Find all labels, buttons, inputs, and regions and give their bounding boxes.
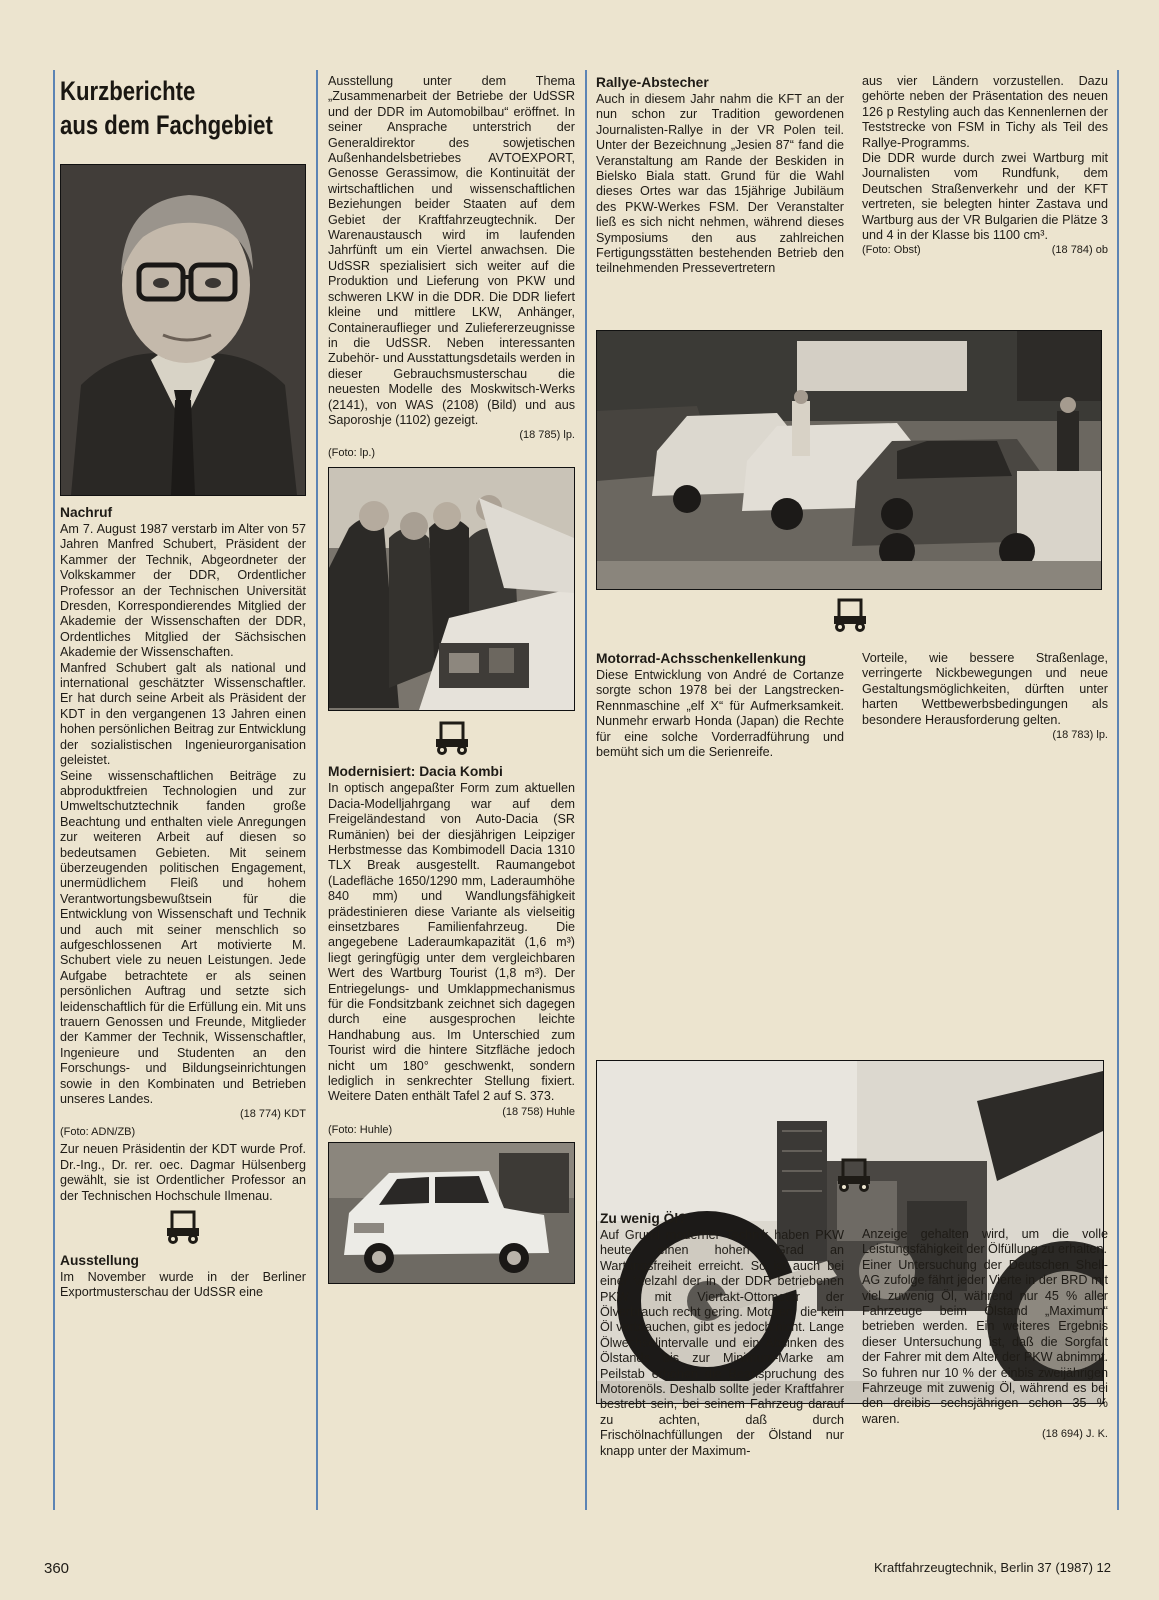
oel-right (862, 1227, 1108, 1442)
motorrad-reference: (18 783) lp. (1052, 729, 1108, 742)
nachruf-paragraph-4: Zur neuen Präsidentin der KDT wurde Prof. Dr.-Ing., Dr. rer. oec. Dagmar Hülsenberg gewählt, sie ist Ordentlicher Professor an der Technischen Hochschule Ilmenau. (60, 1142, 306, 1203)
journal-footer: Kraftfahrzeugtechnik, Berlin 37 (1987) 12 (873, 1560, 1111, 1575)
column-2 (328, 74, 575, 1284)
rallye-heading: Rallye-Abstecher (596, 75, 709, 90)
dacia-illustration (329, 1143, 574, 1283)
ausstellung-photo-credit: (Foto: lp.) (328, 447, 376, 460)
nachruf-heading: Nachruf (60, 505, 113, 520)
page-number: 360 (44, 1560, 70, 1577)
rallye-photo-credit: (Foto: Obst) (862, 244, 921, 257)
oel-reference: (18 694) J. K. (1041, 1428, 1108, 1441)
oel-left (600, 1210, 844, 1459)
dacia-heading: Modernisiert: Dacia Kombi (328, 764, 503, 780)
nachruf-photo-credit: (Foto: ADN/ZB) (60, 1126, 136, 1139)
nachruf-paragraph-2: Manfred Schubert galt als national und international geschätzter Wissenschaftler. Er hat durch seine Arbeit als Präsident der KDT in den vergangenen 13 Jahren einen hohen persönlichen Beitrag zur Entwicklung der sozialistischen Ingenieurorganisation geleistet. (60, 660, 306, 768)
nachruf-section (60, 504, 306, 1204)
column-rule-4 (1117, 70, 1119, 1510)
ausstellung-reference: (18 785) lp. (519, 429, 575, 442)
vintage-car-icon (830, 598, 870, 634)
rallye-credits (862, 243, 1108, 258)
page-title-line-1: Kurzberichte (60, 76, 196, 106)
ausstellung-section (60, 1252, 306, 1301)
page-title (60, 74, 306, 142)
dacia-reference: (18 758) Huhle (502, 1105, 575, 1118)
nachruf-paragraph-3: Seine wissenschaftlichen Beiträge zu abproduktfreien Technologien und zur Umweltschutztechnik fanden große Beachtung und enthalten viele Anregungen zur weiteren Arbeit auf diesen so bedeutsamen Gebieten. Mit seinem überzeugenden politischen Engagement, unermüdlichem Fleiß und hohem Verantwortungsbewußtsein für die Entwicklung von Wissenschaft und Technik und auch mit seiner menschlich so aufgeschlossenen Art motivierte M. Schubert viele zu neuen Leistungen. Jede Aufgabe betrachtete er als seinen persönlichen Auftrag und setzte sich leidenschaftlich für die Erfüllung ein. Mit uns trauern Genossen und Freunde, Mitglieder der Kammer der Technik, Wissenschaftler, Ingenieure und Studenten an den Forschungs- und Bildungseinrichtungen sowie in den Kombinaten und Betrieben unseres Landes. (60, 768, 306, 1107)
oel-heading: Zu wenig Öl? (600, 1211, 687, 1226)
dacia-photo (328, 1142, 575, 1284)
column-3-top (596, 74, 844, 277)
column-1 (60, 74, 306, 1301)
page-title-line-2: aus dem Fachgebiet (60, 110, 273, 140)
nachruf-paragraph-1: Am 7. August 1987 verstarb im Alter von 57 Jahren Manfred Schubert, Präsident der Kammer der Technik, Abgeordneter der Volkskammer der DDR, Ordentlicher Professor an der Technischen Universität Dresden, Korrespondierendes Mitglied der Akademie der Wissenschaften der DDR, Ordentliches Mitglied der Sächsischen Akademie der Wissenschaften. (60, 522, 306, 660)
exhibition-illustration (329, 468, 574, 710)
ausstellung-paragraph-start: Im November wurde in der Berliner Exportmusterschau der UdSSR eine (60, 1270, 306, 1300)
column-rule-3 (585, 70, 587, 1510)
ausstellung-heading: Ausstellung (60, 1253, 139, 1269)
portrait-photo (60, 164, 306, 496)
vintage-car-icon (432, 721, 472, 757)
exhibition-photo (328, 467, 575, 711)
column-rule-1 (53, 70, 55, 1510)
oel-paragraph-2: Einer Untersuchung der Deutschen Shell-AG zufolge fährt jeder Vierte in der BRD mit viel zuwenig Öl, während nur 45 % aller Fahrzeuge beim Ölstand „Maximum“ betrieben werden. Ein weiteres Ergebnis dieser Untersuchung ist, daß die Sorgfalt der Fahrer mit dem Alter der PKW abnimmt. So fuhren nur 10 % der einbis zweijährigen Fahrzeuge mit zuwenig Öl, während es bei den dreibis sechsjährigen schon 35 % waren. (862, 1257, 1108, 1426)
vintage-car-icon (163, 1210, 203, 1246)
rallye-photo (596, 330, 1102, 590)
vintage-car-icon (834, 1158, 874, 1194)
dacia-photo-credit: (Foto: Huhle) (328, 1123, 393, 1136)
rallye-paragraph-1-continued: aus vier Ländern vorzustellen. Dazu gehörte neben der Präsentation des neuen 126 p Restyling auch das Kennenlernen der Teststrecke von FSM in Tichy als Teil des Rallye-Programms. (862, 74, 1108, 150)
column-rule-2 (316, 70, 318, 1510)
column-4-top (862, 74, 1108, 258)
dacia-section (328, 763, 575, 1138)
rallye-illustration (597, 331, 1101, 589)
oel-paragraph-1-continued: Anzeige gehalten wird, um die volle Leistungsfähigkeit der Ölfüllung zu erhalten. (862, 1227, 1108, 1257)
motorrad-paragraph-1-continued: Vorteile, wie bessere Straßenlage, verringerte Nickbewegungen und neue Gestaltungsmöglichkeiten, dürften unter harten Wettbewerbsbedingungen als besondere Herausforderung gelten. (862, 651, 1108, 727)
motorrad-paragraph-1: Diese Entwicklung von André de Cortanze sorgte schon 1978 bei der Langstrecken-Rennmaschine „elf X“ für Aufmerksamkeit. Nunmehr erwarb Honda (Japan) die Rechte für eine solche Vorderradführung und bemüht sich um die Serienreife. (596, 668, 844, 760)
oel-paragraph-1: Auf Grund moderner Technik haben PKW heute einen hohen Grad an Wartungsfreiheit erreicht. So ist auch bei einer Vielzahl der in der DDR betriebenen PKW mit Viertakt-Ottomotor der Ölverbrauch recht gering. Motoren, die kein Öl verbrauchen, gibt es jedoch nicht. Lange Ölwechselintervalle und ein Absinken des Ölstands bis zur Minimum-Marke am Peilstab erhöhen die Beanspruchung des Motorenöls. Deshalb sollte jeder Kraftfahrer bestrebt sein, bei seinem Fahrzeug darauf zu achten, daß durch Frischölnachfüllungen der Ölstand nur knapp unter der Maximum- (600, 1228, 844, 1458)
portrait-illustration (61, 165, 305, 495)
rallye-reference: (18 784) ob (1051, 244, 1108, 257)
nachruf-reference: (18 774) KDT (239, 1108, 306, 1121)
motorrad-left (596, 650, 844, 760)
motorrad-heading: Motorrad-Achsschenkellenkung (596, 651, 807, 666)
dacia-paragraph-1: In optisch angepaßter Form zum aktuellen Dacia-Modelljahrgang war auf dem Freigeländestand von Auto-Dacia (SR Rumänien) bei der diesjährigen Leipziger Herbstmesse das Kombimodell Dacia 1310 TLX Break ausgestellt. Raumangebot (Ladefläche 1650/1290 mm, Laderaumhöhe 840 mm) und Wandlungsfähigkeit prädestinieren diese Variante als vielseitig einsetzbares Familienfahrzeug. Die angegebene Laderaumkapazität (1,6 m³) liegt geringfügig unter dem vergleichbaren Wert des Wartburg Tourist (1,8 m³). Der Entriegelungs- und Umklappmechanismus für die Fondsitzbank zeichnet sich dagegen durch eine ausgesprochen leichte Handhabung aus. Im Unterschied zum Tourist wird die hintere Sitzfläche jedoch nicht um 180° geschwenkt, sondern lediglich in senkrechter Stellung fixiert. Weitere Daten enthält Tafel 2 auf S. 373. (328, 781, 575, 1104)
rallye-paragraph-2: Die DDR wurde durch zwei Wartburg mit Journalisten vom Rundfunk, dem Deutschen Straßenverkehr und der KFT vertreten, sie belegten hinter Zastava und Wartburg aus der VR Bulgarien die Plätze 3 und 4 in der Klasse bis 1100 cm³. (862, 151, 1108, 243)
rallye-paragraph-1: Auch in diesem Jahr nahm die KFT an der nun schon zur Tradition gewordenen Journalisten-Rallye in der VR Polen teil. Unter der Bezeichnung „Jesien 87“ fand die Veranstaltung am Rande der Beskiden in Bielsko Biala statt. Grund für die Wahl dieses Ortes war das 15jährige Jubiläum des PKW-Werkes FSM. Der Veranstalter ließ es sich nicht nehmen, während dieses Symposiums den aus zahlreichen Fertigungsstätten bestehenden Betrieb den teilnehmenden Pressevertretern (596, 92, 844, 276)
ausstellung-paragraph-continued: Ausstellung unter dem Thema „Zusammenarbeit der Betriebe der UdSSR und der DDR im Automobilbau“ eröffnet. In seiner Ansprache unterstrich der Generaldirektor des sowjetischen Außenhandelsbetriebes AVTOEXPORT, Genosse Gerassimow, die Kontinuität der wirtschaftlichen und wissenschaftlichen Beziehungen beider Staaten auf dem Gebiet der Kraftfahrzeugtechnik. Der Warenaustausch wird im laufenden Jahrfünft um ein Viertel anwachsen. Die UdSSR spezialisiert sich weiter auf die Produktion und Lieferung von PKW und schweren LKW in die DDR. Die DDR liefert kleine und mittlere LKW, Anhänger, Containerauflieger und Zuliefererzeugnisse in die UdSSR. Neben interessanten Zubehör- und Ausstattungsdetails werden in dieser Gebrauchsmusterschau die neuesten Modelle des Moskwitsch-Werks (2141), von WAS (2108) (Bild) und aus Saporoshje (1102) gezeigt. (328, 74, 575, 427)
motorrad-right (862, 651, 1108, 743)
